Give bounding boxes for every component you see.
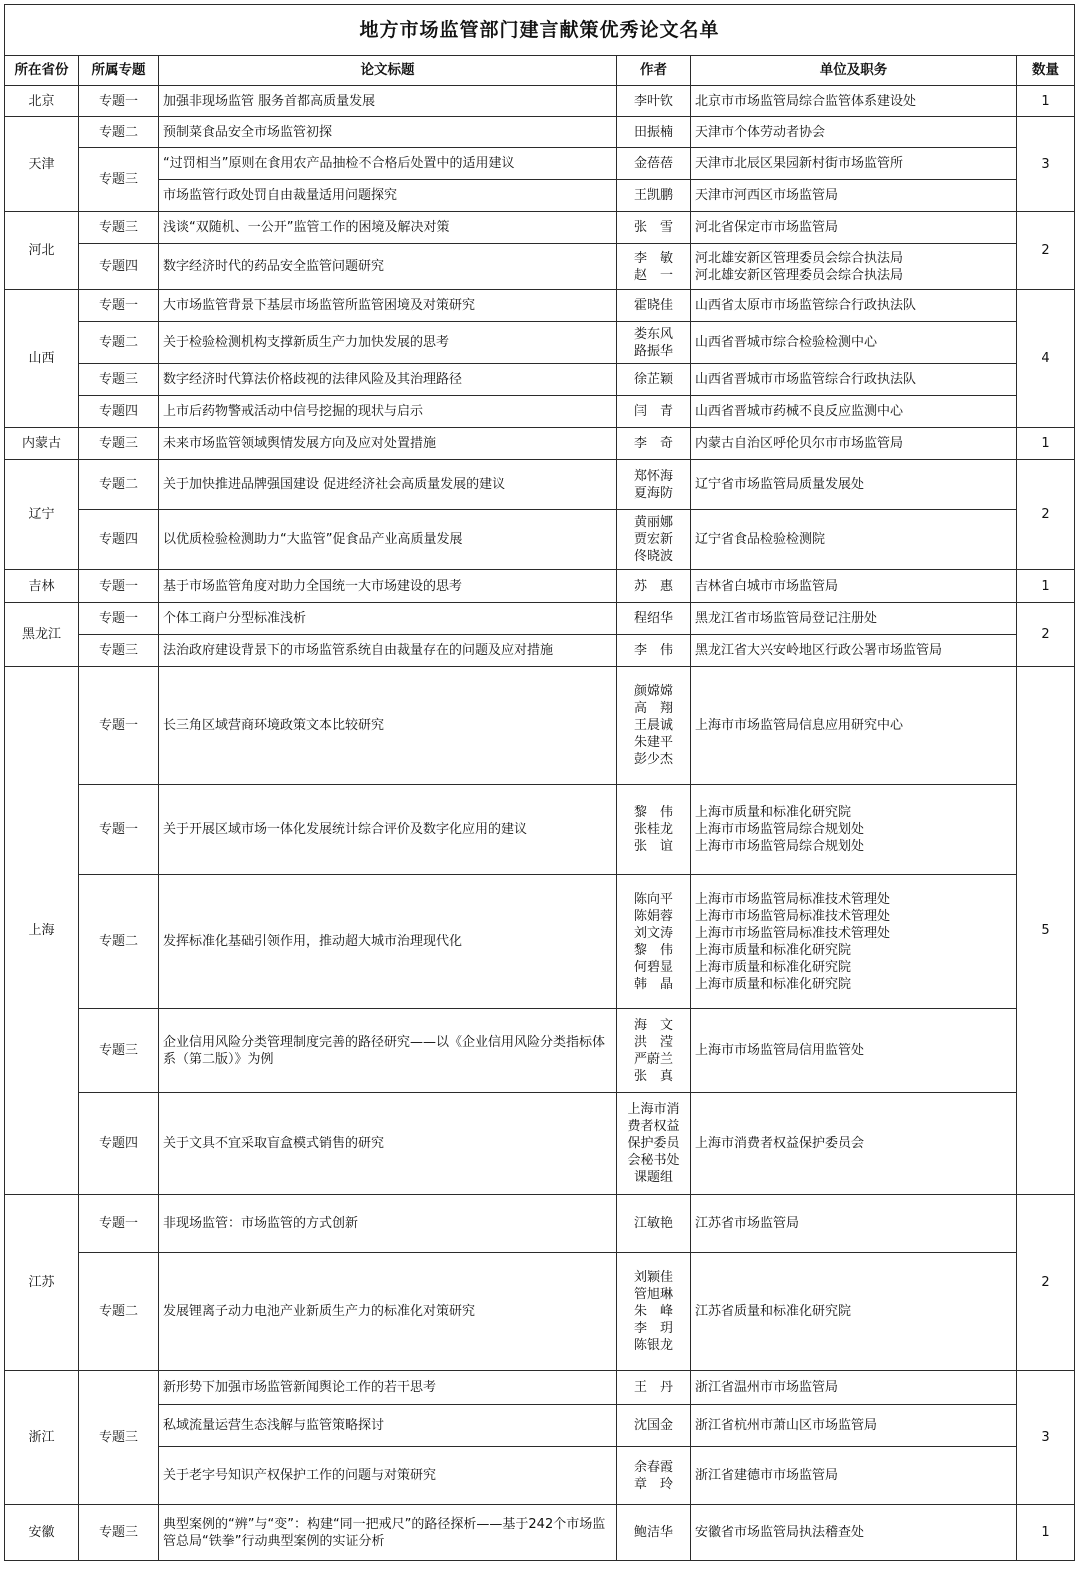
- author-cell: 张 雪: [617, 212, 691, 244]
- table-row: [5, 1505, 1075, 1561]
- table-row: [5, 212, 1075, 244]
- topic-cell: 专题一: [79, 570, 159, 603]
- count-cell: 2: [1017, 1195, 1075, 1371]
- paper-title-cell: 上市后药物警戒活动中信号挖掘的现状与启示: [159, 396, 617, 428]
- table-row: [5, 1371, 1075, 1405]
- author-cell: 沈国金: [617, 1405, 691, 1447]
- author-cell: 苏 惠: [617, 570, 691, 603]
- header-province: 所在省份: [5, 56, 79, 86]
- award-list-table: [4, 4, 1075, 1561]
- paper-title-cell: 关于开展区域市场一体化发展统计综合评价及数字化应用的建议: [159, 785, 617, 875]
- paper-title-cell: 新形势下加强市场监管新闻舆论工作的若干思考: [159, 1371, 617, 1405]
- province-cell: 北京: [5, 86, 79, 117]
- author-cell: 程绍华: [617, 603, 691, 635]
- header-topic: 所属专题: [79, 56, 159, 86]
- author-cell: 王 丹: [617, 1371, 691, 1405]
- author-cell: 黎 伟 张桂龙 张 谊: [617, 785, 691, 875]
- count-cell: 3: [1017, 117, 1075, 212]
- author-cell: 江敏艳: [617, 1195, 691, 1253]
- count-cell: 1: [1017, 570, 1075, 603]
- author-cell: 徐芷颖: [617, 364, 691, 396]
- paper-title-cell: 关于加快推进品牌强国建设 促进经济社会高质量发展的建议: [159, 460, 617, 510]
- author-cell: 刘颖佳 管旭琳 朱 峰 李 玥 陈银龙: [617, 1253, 691, 1371]
- province-cell: 上海: [5, 667, 79, 1195]
- header-paper-title: 论文标题: [159, 56, 617, 86]
- author-cell: 余春霞 章 玲: [617, 1447, 691, 1505]
- table-row: [5, 117, 1075, 148]
- unit-cell: 安徽省市场监管局执法稽查处: [691, 1505, 1017, 1561]
- count-cell: 3: [1017, 1371, 1075, 1505]
- author-cell: 海 文 洪 滢 严蔚兰 张 真: [617, 1009, 691, 1093]
- paper-title-cell: 浅谈“双随机、一公开”监管工作的困境及解决对策: [159, 212, 617, 244]
- paper-title-cell: 数字经济时代算法价格歧视的法律风险及其治理路径: [159, 364, 617, 396]
- unit-cell: 河北省保定市市场监管局: [691, 212, 1017, 244]
- paper-title-cell: 市场监管行政处罚自由裁量适用问题探究: [159, 180, 617, 212]
- unit-cell: 上海市市场监管局标准技术管理处 上海市市场监管局标准技术管理处 上海市市场监管局标准技术管理处 上海市质量和标准化研究院 上海市质量和标准化研究院 上海市质量和标准化研究院: [691, 875, 1017, 1009]
- author-cell: 田振楠: [617, 117, 691, 148]
- unit-cell: 天津市河西区市场监管局: [691, 180, 1017, 212]
- unit-cell: 山西省晋城市综合检验检测中心: [691, 322, 1017, 364]
- paper-title-cell: 企业信用风险分类管理制度完善的路径研究——以《企业信用风险分类指标体系（第二版）》为例: [159, 1009, 617, 1093]
- table-row: [5, 1405, 1075, 1447]
- topic-cell: 专题四: [79, 1093, 159, 1195]
- table-row: [5, 180, 1075, 212]
- unit-cell: 上海市市场监管局信息应用研究中心: [691, 667, 1017, 785]
- topic-cell: 专题四: [79, 244, 159, 290]
- topic-cell: 专题三: [79, 1505, 159, 1561]
- topic-cell: 专题三: [79, 212, 159, 244]
- topic-cell: 专题三: [79, 1009, 159, 1093]
- paper-title-cell: 非现场监管：市场监管的方式创新: [159, 1195, 617, 1253]
- author-cell: 闫 青: [617, 396, 691, 428]
- table-row: [5, 1253, 1075, 1371]
- count-cell: 2: [1017, 212, 1075, 290]
- paper-title-cell: 法治政府建设背景下的市场监管系统自由裁量存在的问题及应对措施: [159, 635, 617, 667]
- unit-cell: 上海市市场监管局信用监管处: [691, 1009, 1017, 1093]
- count-cell: 4: [1017, 290, 1075, 428]
- header-author: 作者: [617, 56, 691, 86]
- author-cell: 李 奇: [617, 428, 691, 460]
- header-count: 数量: [1017, 56, 1075, 86]
- count-cell: 2: [1017, 460, 1075, 570]
- paper-title-cell: 加强非现场监管 服务首都高质量发展: [159, 86, 617, 117]
- table-row: [5, 603, 1075, 635]
- unit-cell: 山西省晋城市市场监管综合行政执法队: [691, 364, 1017, 396]
- count-cell: 1: [1017, 428, 1075, 460]
- table-row: [5, 322, 1075, 364]
- unit-cell: 山西省晋城市药械不良反应监测中心: [691, 396, 1017, 428]
- unit-cell: 天津市北辰区果园新村街市场监管所: [691, 148, 1017, 180]
- unit-cell: 黑龙江省大兴安岭地区行政公署市场监管局: [691, 635, 1017, 667]
- author-cell: 上海市消 费者权益 保护委员 会秘书处 课题组: [617, 1093, 691, 1195]
- count-cell: 1: [1017, 1505, 1075, 1561]
- header-row: [5, 56, 1075, 86]
- province-cell: 吉林: [5, 570, 79, 603]
- unit-cell: 江苏省市场监管局: [691, 1195, 1017, 1253]
- topic-cell: 专题二: [79, 117, 159, 148]
- paper-title-cell: 未来市场监管领域舆情发展方向及应对处置措施: [159, 428, 617, 460]
- paper-title-cell: 以优质检验检测助力“大监管”促食品产业高质量发展: [159, 510, 617, 570]
- table-row: [5, 635, 1075, 667]
- author-cell: 李 敏 赵 一: [617, 244, 691, 290]
- unit-cell: 浙江省杭州市萧山区市场监管局: [691, 1405, 1017, 1447]
- count-cell: 5: [1017, 667, 1075, 1195]
- province-cell: 安徽: [5, 1505, 79, 1561]
- province-cell: 内蒙古: [5, 428, 79, 460]
- unit-cell: 江苏省质量和标准化研究院: [691, 1253, 1017, 1371]
- author-cell: 娄东风 路振华: [617, 322, 691, 364]
- header-unit: 单位及职务: [691, 56, 1017, 86]
- topic-cell: 专题四: [79, 510, 159, 570]
- province-cell: 天津: [5, 117, 79, 212]
- author-cell: 霍晓佳: [617, 290, 691, 322]
- paper-title-cell: 大市场监管背景下基层市场监管所监管困境及对策研究: [159, 290, 617, 322]
- topic-cell: 专题二: [79, 322, 159, 364]
- unit-cell: 辽宁省市场监管局质量发展处: [691, 460, 1017, 510]
- paper-title-cell: 预制菜食品安全市场监管初探: [159, 117, 617, 148]
- province-cell: 江苏: [5, 1195, 79, 1371]
- topic-cell: 专题一: [79, 1195, 159, 1253]
- unit-cell: 上海市消费者权益保护委员会: [691, 1093, 1017, 1195]
- province-cell: 浙江: [5, 1371, 79, 1505]
- author-cell: 王凯鹏: [617, 180, 691, 212]
- count-cell: 2: [1017, 603, 1075, 667]
- author-cell: 陈向平 陈娟蓉 刘文涛 黎 伟 何碧显 韩 晶: [617, 875, 691, 1009]
- topic-cell: 专题二: [79, 875, 159, 1009]
- topic-cell: 专题三: [79, 1371, 159, 1505]
- topic-cell: 专题二: [79, 1253, 159, 1371]
- table-row: [5, 396, 1075, 428]
- table-row: [5, 244, 1075, 290]
- paper-title-cell: 数字经济时代的药品安全监管问题研究: [159, 244, 617, 290]
- province-cell: 辽宁: [5, 460, 79, 570]
- paper-title-cell: “过罚相当”原则在食用农产品抽检不合格后处置中的适用建议: [159, 148, 617, 180]
- table-row: [5, 875, 1075, 1009]
- province-cell: 黑龙江: [5, 603, 79, 667]
- unit-cell: 辽宁省食品检验检测院: [691, 510, 1017, 570]
- author-cell: 李 伟: [617, 635, 691, 667]
- table-row: [5, 667, 1075, 785]
- province-cell: 河北: [5, 212, 79, 290]
- topic-cell: 专题三: [79, 635, 159, 667]
- paper-title-cell: 关于老字号知识产权保护工作的问题与对策研究: [159, 1447, 617, 1505]
- table-row: [5, 1093, 1075, 1195]
- table-row: [5, 1009, 1075, 1093]
- province-cell: 山西: [5, 290, 79, 428]
- unit-cell: 内蒙古自治区呼伦贝尔市市场监管局: [691, 428, 1017, 460]
- paper-title-cell: 关于文具不宜采取盲盒模式销售的研究: [159, 1093, 617, 1195]
- table-row: [5, 570, 1075, 603]
- paper-title-cell: 发展锂离子动力电池产业新质生产力的标准化对策研究: [159, 1253, 617, 1371]
- unit-cell: 黑龙江省市场监管局登记注册处: [691, 603, 1017, 635]
- document-title: 地方市场监管部门建言献策优秀论文名单: [5, 5, 1075, 56]
- author-cell: 郑怀海 夏海防: [617, 460, 691, 510]
- paper-title-cell: 典型案例的“辨”与“变”：构建“同一把戒尺”的路径探析——基于242个市场监管总局“铁拳”行动典型案例的实证分析: [159, 1505, 617, 1561]
- table-row: [5, 460, 1075, 510]
- table-row: [5, 86, 1075, 117]
- table-row: [5, 290, 1075, 322]
- unit-cell: 北京市市场监管局综合监管体系建设处: [691, 86, 1017, 117]
- topic-cell: 专题四: [79, 396, 159, 428]
- topic-cell: 专题二: [79, 460, 159, 510]
- topic-cell: 专题三: [79, 364, 159, 396]
- author-cell: 李叶钦: [617, 86, 691, 117]
- paper-title-cell: 关于检验检测机构支撑新质生产力加快发展的思考: [159, 322, 617, 364]
- topic-cell: 专题三: [79, 148, 159, 212]
- table-row: [5, 364, 1075, 396]
- unit-cell: 吉林省白城市市场监管局: [691, 570, 1017, 603]
- unit-cell: 浙江省建德市市场监管局: [691, 1447, 1017, 1505]
- topic-cell: 专题一: [79, 603, 159, 635]
- unit-cell: 天津市个体劳动者协会: [691, 117, 1017, 148]
- topic-cell: 专题三: [79, 428, 159, 460]
- paper-title-cell: 私域流量运营生态浅解与监管策略探讨: [159, 1405, 617, 1447]
- unit-cell: 上海市质量和标准化研究院 上海市市场监管局综合规划处 上海市市场监管局综合规划处: [691, 785, 1017, 875]
- unit-cell: 山西省太原市市场监管综合行政执法队: [691, 290, 1017, 322]
- table-row: [5, 1195, 1075, 1253]
- paper-title-cell: 发挥标准化基础引领作用，推动超大城市治理现代化: [159, 875, 617, 1009]
- author-cell: 颜嫦嫦 高 翔 王晨诚 朱建平 彭少杰: [617, 667, 691, 785]
- topic-cell: 专题一: [79, 86, 159, 117]
- table-row: [5, 510, 1075, 570]
- table-row: [5, 148, 1075, 180]
- paper-title-cell: 个体工商户分型标准浅析: [159, 603, 617, 635]
- author-cell: 金蓓蓓: [617, 148, 691, 180]
- author-cell: 黄丽娜 贾宏新 佟晓波: [617, 510, 691, 570]
- unit-cell: 浙江省温州市市场监管局: [691, 1371, 1017, 1405]
- author-cell: 鲍洁华: [617, 1505, 691, 1561]
- topic-cell: 专题一: [79, 290, 159, 322]
- paper-title-cell: 基于市场监管角度对助力全国统一大市场建设的思考: [159, 570, 617, 603]
- topic-cell: 专题一: [79, 785, 159, 875]
- table-row: [5, 428, 1075, 460]
- table-row: [5, 785, 1075, 875]
- paper-title-cell: 长三角区域营商环境政策文本比较研究: [159, 667, 617, 785]
- count-cell: 1: [1017, 86, 1075, 117]
- unit-cell: 河北雄安新区管理委员会综合执法局 河北雄安新区管理委员会综合执法局: [691, 244, 1017, 290]
- topic-cell: 专题一: [79, 667, 159, 785]
- table-row: [5, 1447, 1075, 1505]
